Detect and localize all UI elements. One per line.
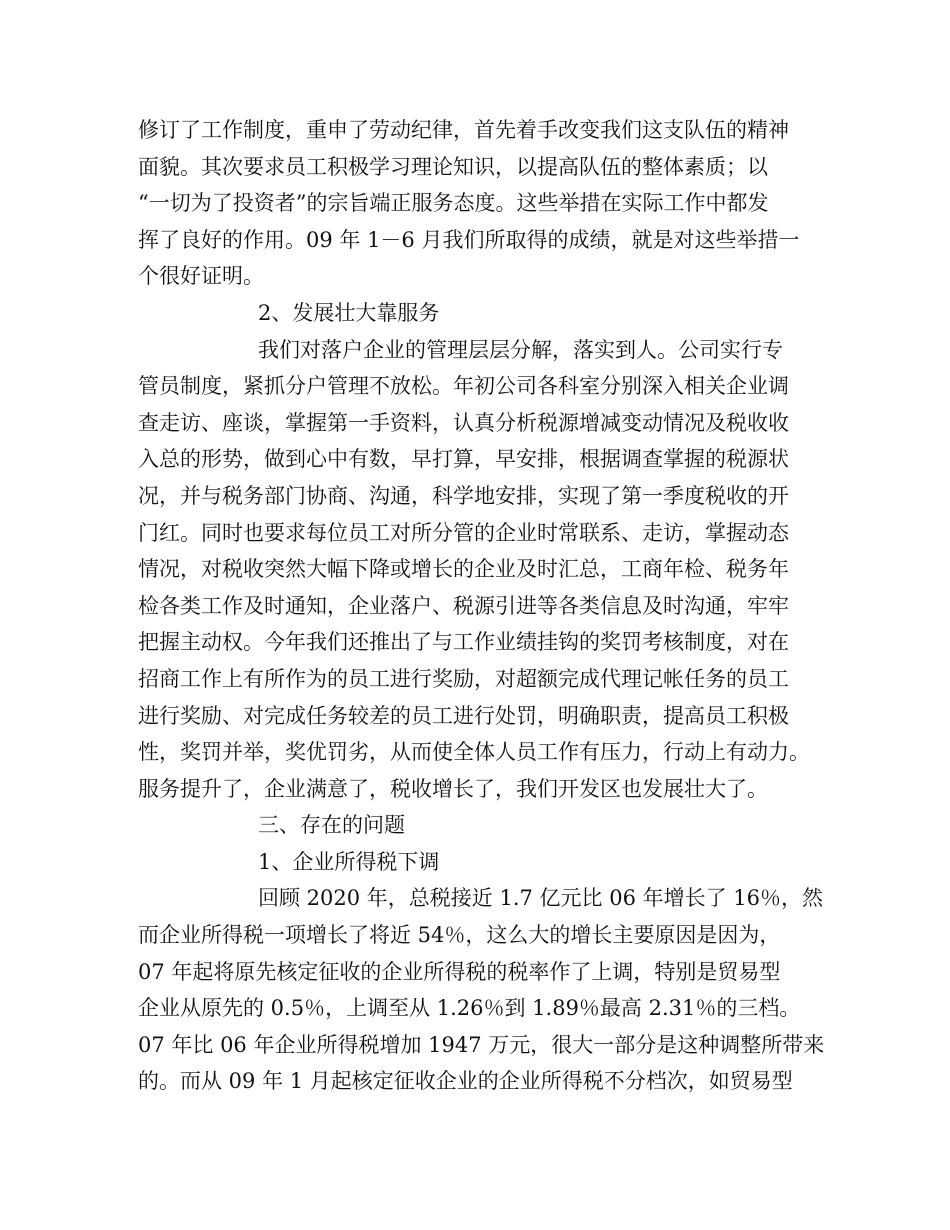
- text-line: 检各类工作及时通知，企业落户、税源引进等各类信息及时沟通，牢牢: [138, 593, 789, 618]
- text-line: 性，奖罚并举，奖优罚劣，从而使全体人员工作有压力，行动上有动力。: [138, 740, 810, 765]
- text-line: 个很好证明。: [138, 264, 264, 289]
- text-line: 挥了良好的作用。09 年 1－6 月我们所取得的成绩，就是对这些举措一: [138, 227, 800, 252]
- text-line: 回顾 2020 年，总税接近 1.7 亿元比 06 年增长了 16％，然: [258, 886, 824, 911]
- text-line: “一切为了投资者”的宗旨端正服务态度。这些举措在实际工作中都发: [138, 191, 769, 216]
- text-line: 修订了工作制度，重申了劳动纪律，首先着手改变我们这支队伍的精神: [138, 118, 789, 142]
- text-line: 管员制度，紧抓分户管理不放松。年初公司各科室分别深入相关企业调: [138, 374, 789, 399]
- text-line: 面貌。其次要求员工积极学习理论知识，以提高队伍的整体素质；以: [138, 154, 768, 179]
- text-line: 07 年比 06 年企业所得税增加 1947 万元，很大一部分是这种调整所带来: [138, 1032, 825, 1057]
- text-line: 1、企业所得税下调: [258, 849, 440, 874]
- text-line: 企业从原先的 0.5％，上调至从 1.26％到 1.89％最高 2.31％的三档。: [138, 996, 801, 1021]
- text-line: 而企业所得税一项增长了将近 54％，这么大的增长主要原因是因为，: [138, 923, 781, 948]
- text-line: 进行奖励、对完成任务较差的员工进行处罚，明确职责，提高员工积极: [138, 703, 789, 728]
- text-line: 招商工作上有所作为的员工进行奖励，对超额完成代理记帐任务的员工: [138, 666, 789, 691]
- text-line: 的。而从 09 年 1 月起核定征收企业的企业所得税不分档次，如贸易型: [138, 1069, 793, 1094]
- text-line: 2、发展壮大靠服务: [258, 300, 440, 325]
- text-line: 查走访、座谈，掌握第一手资料，认真分析税源增减变动情况及税收收: [138, 410, 789, 435]
- text-line: 三、存在的问题: [258, 813, 405, 838]
- text-line: 门红。同时也要求每位员工对所分管的企业时常联系、走访，掌握动态: [138, 520, 789, 545]
- text-line: 况，并与税务部门协商、沟通，科学地安排，实现了第一季度税收的开: [138, 483, 789, 508]
- text-line: 服务提升了，企业满意了，税收增长了，我们开发区也发展壮大了。: [138, 776, 768, 801]
- text-line: 我们对落户企业的管理层层分解，落实到人。公司实行专: [258, 337, 783, 362]
- text-line: 07 年起将原先核定征收的企业所得税的税率作了上调，特别是贸易型: [138, 959, 781, 984]
- text-line: 把握主动权。今年我们还推出了与工作业绩挂钩的奖罚考核制度，对在: [138, 630, 789, 655]
- text-line: 情况，对税收突然大幅下降或增长的企业及时汇总，工商年检、税务年: [138, 557, 789, 582]
- text-line: 入总的形势，做到心中有数，早打算，早安排，根据调查掌握的税源状: [138, 447, 789, 472]
- body-text: [138, 112, 828, 1100]
